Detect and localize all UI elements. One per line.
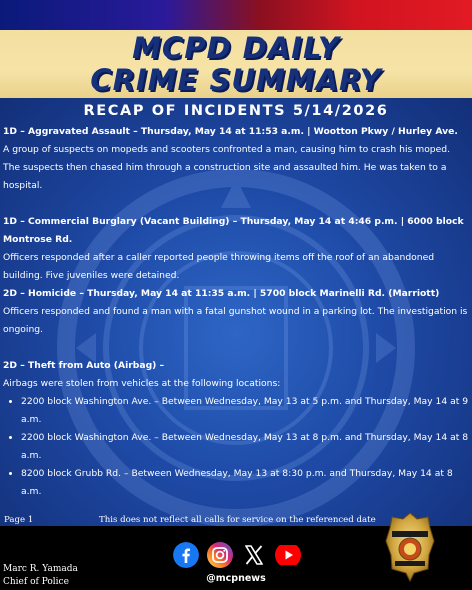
social-handle[interactable]: @mcpnews bbox=[206, 573, 266, 584]
incident-heading: 2D – Theft from Auto (Airbag) – bbox=[3, 360, 165, 371]
incident-body: Airbags were stolen from vehicles at the following locations: bbox=[3, 378, 281, 389]
incident-panel bbox=[0, 98, 472, 526]
incident-body: Officers responded and found a man with a fatal gunshot wound in a parking lot. The investigation is ongoing. bbox=[3, 306, 468, 335]
x-icon[interactable] bbox=[241, 542, 267, 568]
instagram-icon[interactable] bbox=[207, 542, 233, 568]
incident-heading: 1D – Aggravated Assault – Thursday, May 14 at 11:53 a.m. | Wootton Pkwy / Hurley Ave. bbox=[3, 126, 458, 137]
incident-heading: 2D – Homicide – Thursday, May 14 at 11:35 a.m. | 5700 block Marinelli Rd. (Marriott) bbox=[3, 288, 440, 299]
chief-title: Chief of Police bbox=[3, 577, 69, 587]
incident-heading: 1D – Commercial Burglary (Vacant Building) – Thursday, May 14 at 4:46 p.m. | 6000 block Montrose Rd. bbox=[3, 216, 464, 245]
title-line-1: MCPD DAILY bbox=[132, 31, 340, 65]
incident-body: Officers responded after a caller reported people throwing items off the roof of an abandoned building. Five juveniles were detained. bbox=[3, 252, 435, 281]
location-item: • 2200 block Washington Ave. – Between Wednesday, May 13 at 8 p.m. and Thursday, May 14 at 8 a.m. bbox=[21, 429, 469, 465]
youtube-icon[interactable] bbox=[275, 542, 301, 568]
recap-title: RECAP OF INCIDENTS 5/14/2026 bbox=[83, 103, 389, 119]
chief-name: Marc R. Yamada bbox=[3, 564, 78, 574]
social-links bbox=[173, 542, 303, 570]
facebook-icon[interactable] bbox=[173, 542, 199, 568]
flag-color-bar bbox=[0, 0, 472, 30]
incident-list bbox=[3, 123, 469, 501]
title-line-2: CRIME SUMMARY bbox=[90, 63, 382, 97]
location-list bbox=[3, 393, 469, 501]
location-item: • 8200 block Grubb Rd. – Between Wednesday, May 13 at 8:30 p.m. and Thursday, May 14 at 8 a.m. bbox=[21, 465, 469, 501]
incident-body: A group of suspects on mopeds and scooters confronted a man, causing him to crash his moped. The suspects then chased him through a construction site and assaulted him. He was taken to a hospital. bbox=[3, 144, 451, 191]
page-number: Page 1 bbox=[4, 515, 34, 525]
police-badge-icon bbox=[384, 511, 436, 583]
location-item: • 2200 block Washington Ave. – Between Wednesday, May 13 at 5 p.m. and Thursday, May 14 at 9 a.m. bbox=[21, 393, 469, 429]
disclaimer-note: This does not reflect all calls for service on the referenced date bbox=[99, 515, 376, 525]
